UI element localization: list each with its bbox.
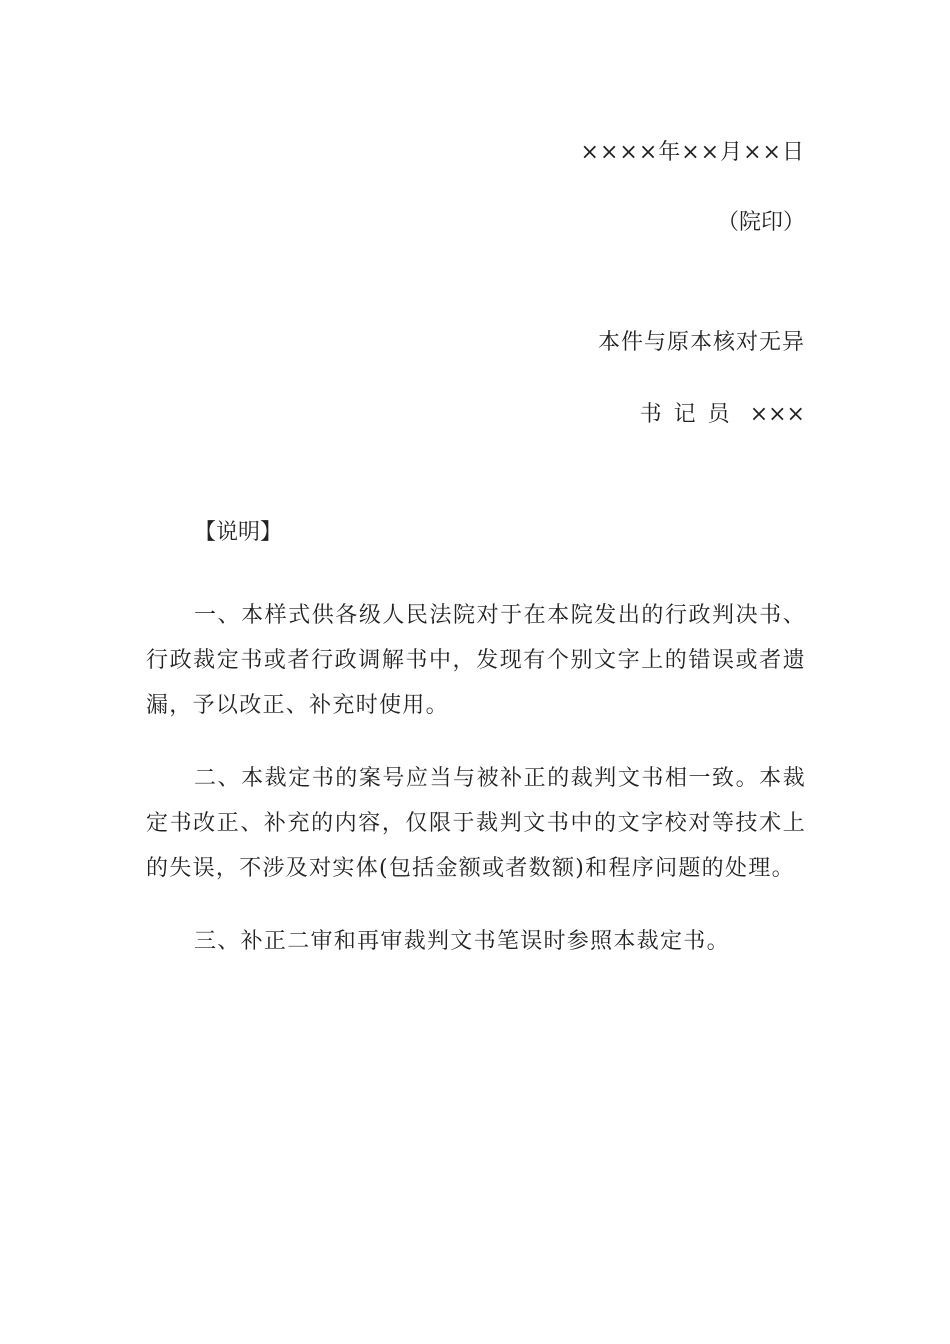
judgment-date: ××××年××月××日 bbox=[580, 140, 805, 165]
explanation-item-1: 一、本样式供各级人民法院对于在本院发出的行政判决书、行政裁定书或者行政调解书中，发现有个别文字上的错误或者遗漏，予以改正、补充时使用。 bbox=[146, 603, 806, 718]
clerk-signature bbox=[640, 400, 805, 430]
verification-statement: 本件与原本核对无异 bbox=[597, 330, 805, 355]
clerk-title: 书记员 bbox=[639, 402, 742, 427]
court-seal-note: （院印） bbox=[716, 210, 805, 235]
explanation-heading: 【说明】 bbox=[194, 520, 283, 545]
explanation-item-2: 二、本裁定书的案号应当与被补正的裁判文书相一致。本裁定书改正、补充的内容，仅限于裁判文书中的文字校对等技术上的失误，不涉及对实体(包括金额或者数额)和程序问题的处理。 bbox=[146, 766, 806, 881]
clerk-name: ××× bbox=[749, 402, 805, 427]
explanation-item-3: 三、补正二审和再审裁判文书笔误时参照本裁定书。 bbox=[194, 929, 730, 954]
explanation-section bbox=[146, 518, 806, 964]
